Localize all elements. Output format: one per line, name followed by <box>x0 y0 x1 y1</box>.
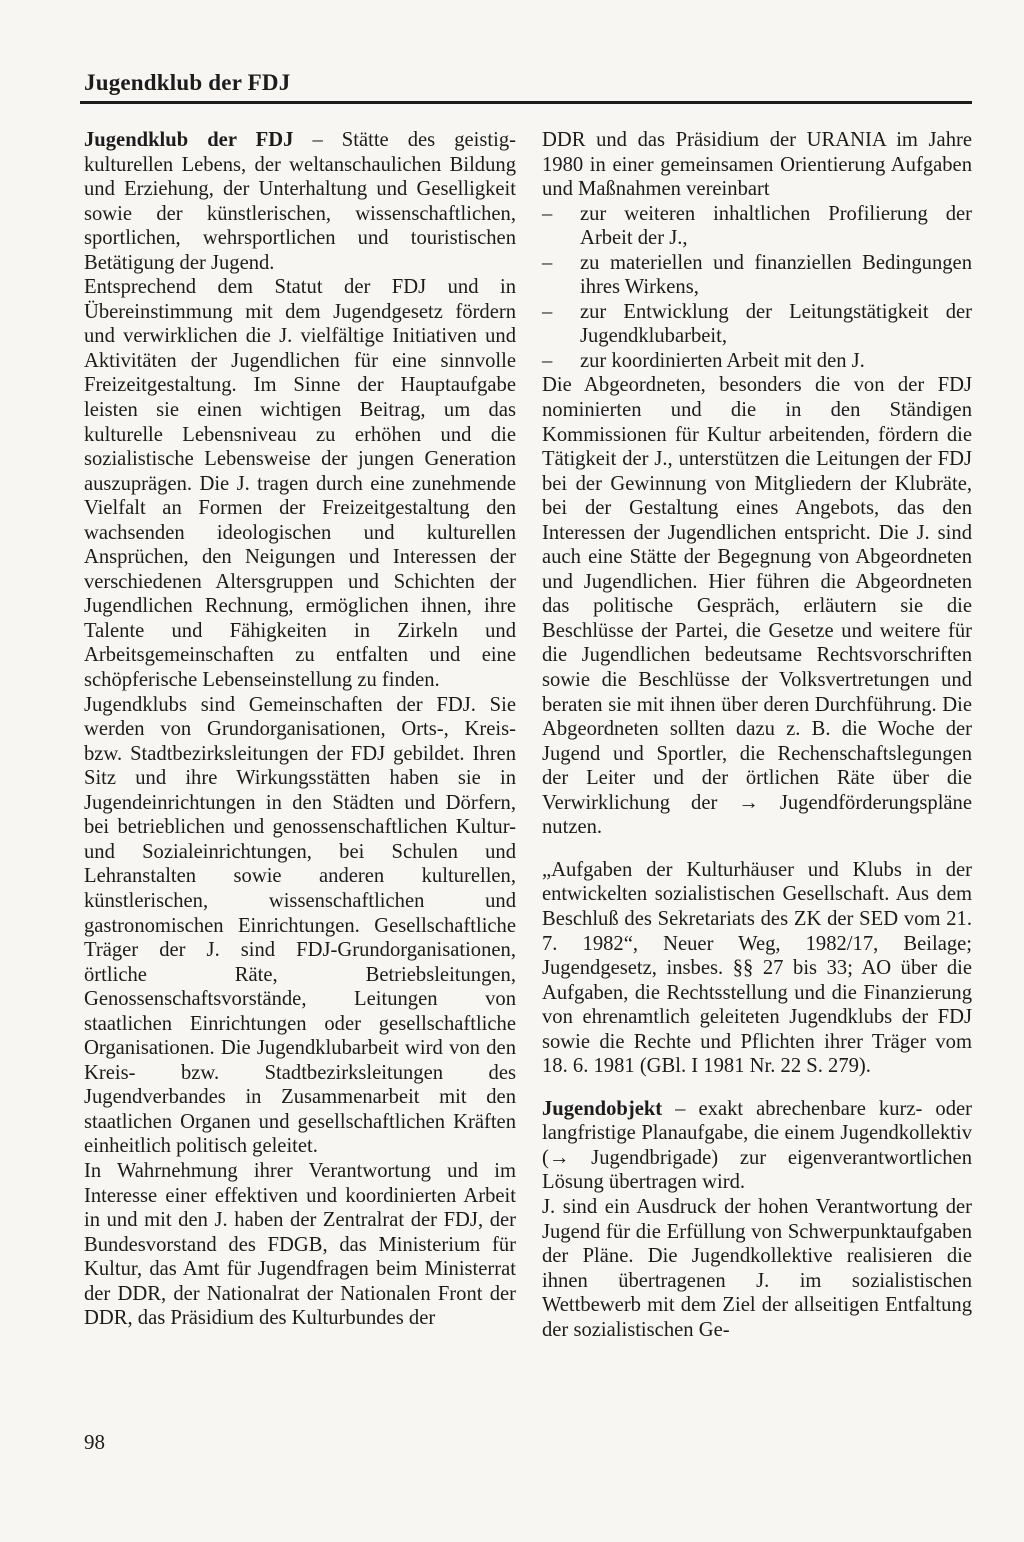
page-number: 98 <box>84 1430 105 1454</box>
entry-headword: Jugendobjekt <box>542 1097 663 1120</box>
paragraph: DDR und das Präsidium der URANIA im Jahre 1980 in einer gemeinsamen Orientierung Aufgaben und Maßnahmen vereinbart <box>542 129 972 201</box>
paragraph: In Wahrnehmung ihrer Verantwortung und im Interesse einer effektiven und koordinierten Arbeit in und mit den J. haben der Zentralrat der FDJ, der Bundesvorstand des FDGB, das Ministerium für Kultur, das Amt für Jugendfragen beim Ministerrat der DDR, der Nationalrat der Nationalen Front der DDR, das Präsidium des Kulturbundes der <box>84 1159 516 1330</box>
paragraph: Entsprechend dem Statut der FDJ und in Übereinstimmung mit dem Jugendgesetz fördern und verwirklichen die J. vielfältige Initiativen und Aktivitäten der Jugendlichen für eine sinnvolle Freizeitgestaltung. Im Sinne der Hauptaufgabe leisten sie einen wichtigen Beitrag, um das kulturelle Lebensniveau zu erhöhen und die sozialistische Lebensweise der jungen Generation auszuprägen. Die J. tragen durch eine zunehmende Vielfalt an Formen der Freizeitgestaltung den wachsenden ideologischen und kulturellen Ansprüchen, den Neigungen und Interessen der verschiedenen Altersgruppen und Schichten der Jugendlichen Rechnung, ermöglichen ihnen, ihre Talente und Fähigkeiten in Zirkeln und Arbeitsgemeinschaften zu entfalten und eine schöpferische Lebenseinstellung zu finden. <box>84 276 516 692</box>
paragraph: Jugendklubs sind Gemeinschaften der FDJ. Sie werden von Grundorganisationen, Orts-, Kreis- bzw. Stadtbezirksleitungen der FDJ gebildet. Ihren Sitz und ihre Wirkungsstätten haben sie in Jugendeinrichtungen in den Städten und Dörfern, bei betrieblichen und genossenschaftlichen Kultur- und Sozialeinrichtungen, bei Schulen und Lehranstalten sowie anderen kulturellen, künstlerischen, wissenschaftlichen und gastronomischen Einrichtungen. Gesellschaftliche Träger der J. sind FDJ-Grundorganisationen, örtliche Räte, Betriebsleitungen, Genossenschaftsvorstände, Leitungen von staatlichen Einrichtungen oder gesellschaftliche Organisationen. Die Jugendklubarbeit wird von den Kreis- bzw. Stadtbezirksleitungen des Jugendverbandes in Zusammenarbeit mit den staatlichen Organen und gesellschaftlichen Kräften einheitlich politisch geleitet. <box>84 693 516 1158</box>
list-item: – zur weiteren inhaltlichen Profilierung der Arbeit der J., <box>542 202 972 250</box>
list-dash: – <box>542 300 553 323</box>
list-dash: – <box>542 251 553 274</box>
left-column <box>84 128 516 1331</box>
entry-jugendklub-paragraph <box>84 128 516 275</box>
paragraph: Die Abgeordneten, besonders die von der FDJ nominierten und die in den Ständigen Kommissionen für Kultur arbeitenden, fördern die Tätigkeit der J., unterstützen die Leitungen der FDJ bei der Gewinnung von Mitgliedern der Klubräte, bei der Gestaltung eines Angebots, das den Interessen der Jugendlichen entspricht. Die J. sind auch eine Stätte der Begegnung von Abgeordneten und Jugendlichen. Hier führen die Abgeordneten das politische Gespräch, erläutern sie die Beschlüsse der Partei, die Gesetze und weitere für die Jugendlichen bedeutsame Rechtsvorschriften sowie die Beschlüsse der Volksvertretungen und beraten sie mit ihnen über deren Durchführung. Die Abgeordneten sollten dazu z. B. die Woche der Jugend und Sportler, die Rechenschaftslegungen der Leiter und der örtlichen Räte über die Verwirklichung der → Jugendförderungspläne nutzen. <box>542 374 972 839</box>
entry-headword: Jugendklub der FDJ <box>84 129 294 151</box>
list-dash: – <box>542 202 553 225</box>
paragraph: J. sind ein Ausdruck der hohen Verantwortung der Jugend für die Erfüllung von Schwerpunktaufgaben der Pläne. Die Jugendkollektive realisieren die ihnen übertragenen J. im sozialistischen Wettbewerb mit dem Ziel der allseitigen Entfaltung der sozialistischen Ge- <box>542 1195 972 1341</box>
list-dash: – <box>542 349 553 372</box>
references-paragraph: „Aufgaben der Kulturhäuser und Klubs in der entwickelten sozialistischen Gesellschaft. Aus dem Beschluß des Sekretariats des ZK der SED vom 21. 7. 1982“, Neuer Weg, 1982/17, Beilage; Jugendgesetz, insbes. §§ 27 bis 33; AO über die Aufgaben, die Rechtsstellung und die Finanzierung von ehrenamtlich geleiteten Jugendklubs der FDJ sowie die Rechte und Pflichten ihrer Träger vom 18. 6. 1981 (GBl. I 1981 Nr. 22 S. 279). <box>542 858 972 1078</box>
entry-definition: – exakt abrechenbare kurz- oder langfristige Planaufgabe, die einem Jugendkollektiv (→ Jugendbrigade) zur eigenverantwortlichen Lösung übertragen wird. <box>542 1097 972 1194</box>
right-column <box>542 128 972 1342</box>
running-header: Jugendklub der FDJ <box>84 70 291 95</box>
list-item: – zur Entwicklung der Leitungstätigkeit der Jugendklubarbeit, <box>542 300 972 348</box>
list-item: – zu materiellen und finanziellen Bedingungen ihres Wirkens, <box>542 251 972 299</box>
entry-definition: – Stätte des geistig-kulturellen Lebens, der weltanschaulichen Bildung und Erziehung, der Unterhaltung und Geselligkeit sowie der künstlerischen, wissenschaftlichen, sportlichen, wehrsportlichen und touristischen Betätigung der Jugend. <box>84 129 516 274</box>
header-rule <box>80 101 972 104</box>
list-item: – zur koordinierten Arbeit mit den J. <box>542 349 865 372</box>
entry-jugendobjekt-paragraph <box>542 1097 972 1195</box>
